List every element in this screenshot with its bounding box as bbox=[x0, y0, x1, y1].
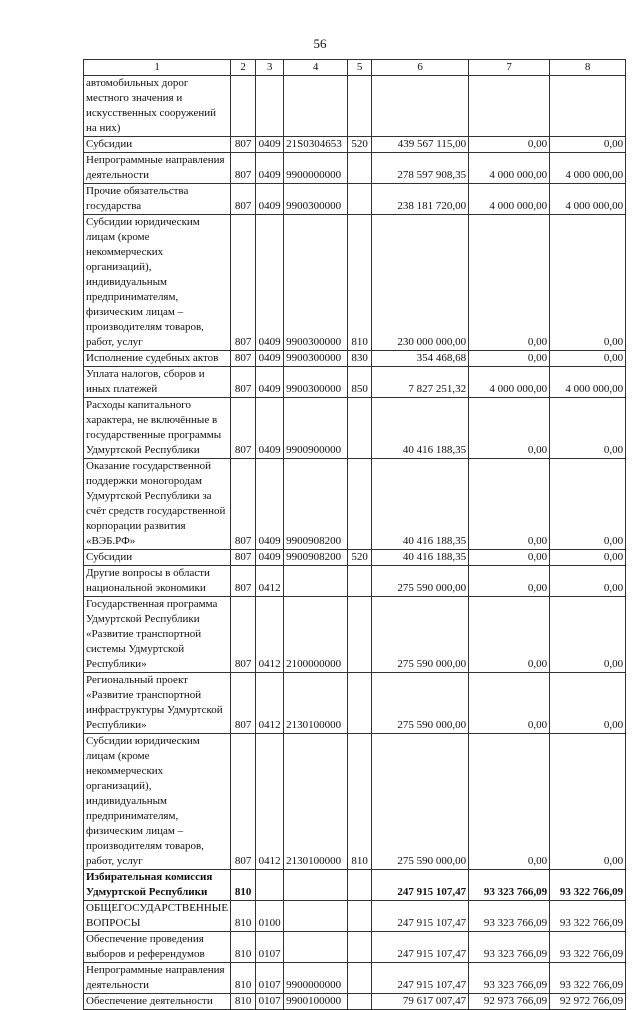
section-code-cell: 0412 bbox=[256, 734, 284, 870]
admin-code-cell: 807 bbox=[231, 351, 256, 367]
amount-col7-cell: 0,00 bbox=[469, 550, 550, 566]
amount-col7-cell: 0,00 bbox=[469, 566, 550, 597]
column-header: 8 bbox=[550, 60, 626, 76]
expense-type-cell bbox=[348, 459, 372, 550]
column-header: 3 bbox=[256, 60, 284, 76]
amount-col8-cell: 0,00 bbox=[550, 597, 626, 673]
amount-col7-cell: 4 000 000,00 bbox=[469, 153, 550, 184]
expense-type-cell bbox=[348, 994, 372, 1010]
table-row bbox=[84, 734, 626, 870]
amount-col8-cell: 0,00 bbox=[550, 459, 626, 550]
amount-col8-cell: 0,00 bbox=[550, 398, 626, 459]
amount-col8-cell: 93 322 766,09 bbox=[550, 932, 626, 963]
amount-col6-cell: 238 181 720,00 bbox=[372, 184, 469, 215]
table-row bbox=[84, 459, 626, 550]
admin-code-cell: 807 bbox=[231, 153, 256, 184]
amount-col8-cell: 0,00 bbox=[550, 734, 626, 870]
expense-type-cell bbox=[348, 566, 372, 597]
target-article-cell: 9900300000 bbox=[284, 184, 348, 215]
admin-code-cell: 810 bbox=[231, 870, 256, 901]
amount-col8-cell: 93 322 766,09 bbox=[550, 870, 626, 901]
amount-col6-cell bbox=[372, 76, 469, 137]
table-row bbox=[84, 215, 626, 351]
table-row bbox=[84, 153, 626, 184]
target-article-cell: 2100000000 bbox=[284, 597, 348, 673]
expense-type-cell bbox=[348, 184, 372, 215]
amount-col8-cell bbox=[550, 76, 626, 137]
expense-type-cell bbox=[348, 932, 372, 963]
section-code-cell: 0409 bbox=[256, 351, 284, 367]
row-name-cell: Субсидии bbox=[84, 550, 231, 566]
section-code-cell: 0409 bbox=[256, 137, 284, 153]
section-code-cell: 0412 bbox=[256, 566, 284, 597]
column-header: 5 bbox=[348, 60, 372, 76]
amount-col6-cell: 247 915 107,47 bbox=[372, 963, 469, 994]
table-row bbox=[84, 137, 626, 153]
amount-col8-cell: 0,00 bbox=[550, 215, 626, 351]
amount-col6-cell: 275 590 000,00 bbox=[372, 566, 469, 597]
column-header: 4 bbox=[284, 60, 348, 76]
budget-table bbox=[83, 59, 626, 1010]
row-name-cell: Избирательная комиссия Удмуртской Республики bbox=[84, 870, 231, 901]
section-code-cell: 0409 bbox=[256, 184, 284, 215]
amount-col8-cell: 0,00 bbox=[550, 566, 626, 597]
target-article-cell bbox=[284, 932, 348, 963]
expense-type-cell bbox=[348, 398, 372, 459]
target-article-cell: 9900908200 bbox=[284, 459, 348, 550]
table-row bbox=[84, 184, 626, 215]
amount-col7-cell: 4 000 000,00 bbox=[469, 367, 550, 398]
amount-col7-cell: 0,00 bbox=[469, 597, 550, 673]
amount-col6-cell: 278 597 908,35 bbox=[372, 153, 469, 184]
section-code-cell bbox=[256, 76, 284, 137]
target-article-cell: 21S0304653 bbox=[284, 137, 348, 153]
amount-col6-cell: 79 617 007,47 bbox=[372, 994, 469, 1010]
table-row bbox=[84, 398, 626, 459]
expense-type-cell: 850 bbox=[348, 367, 372, 398]
expense-type-cell: 830 bbox=[348, 351, 372, 367]
amount-col7-cell: 0,00 bbox=[469, 673, 550, 734]
row-name-cell: Обеспечение проведения выборов и референдумов bbox=[84, 932, 231, 963]
admin-code-cell: 810 bbox=[231, 963, 256, 994]
amount-col7-cell bbox=[469, 76, 550, 137]
target-article-cell: 9900300000 bbox=[284, 351, 348, 367]
section-code-cell: 0409 bbox=[256, 215, 284, 351]
expense-type-cell bbox=[348, 870, 372, 901]
target-article-cell: 2130100000 bbox=[284, 734, 348, 870]
table-row bbox=[84, 673, 626, 734]
expense-type-cell bbox=[348, 963, 372, 994]
amount-col8-cell: 93 322 766,09 bbox=[550, 901, 626, 932]
section-code-cell: 0409 bbox=[256, 459, 284, 550]
section-code-cell: 0100 bbox=[256, 901, 284, 932]
table-row bbox=[84, 932, 626, 963]
target-article-cell: 9900000000 bbox=[284, 153, 348, 184]
target-article-cell: 9900908200 bbox=[284, 550, 348, 566]
admin-code-cell: 807 bbox=[231, 398, 256, 459]
section-code-cell: 0412 bbox=[256, 597, 284, 673]
row-name-cell: Государственная программа Удмуртской Республики «Развитие транспортной системы Удмуртской Республики» bbox=[84, 597, 231, 673]
row-name-cell: Исполнение судебных актов bbox=[84, 351, 231, 367]
admin-code-cell: 807 bbox=[231, 550, 256, 566]
table-row bbox=[84, 550, 626, 566]
expense-type-cell bbox=[348, 76, 372, 137]
row-name-cell: Оказание государственной поддержки моногородам Удмуртской Республики за счёт средств государственной корпорации развития «ВЭБ.РФ» bbox=[84, 459, 231, 550]
amount-col8-cell: 4 000 000,00 bbox=[550, 184, 626, 215]
row-name-cell: Субсидии bbox=[84, 137, 231, 153]
column-header: 2 bbox=[231, 60, 256, 76]
amount-col7-cell: 0,00 bbox=[469, 215, 550, 351]
amount-col8-cell: 0,00 bbox=[550, 673, 626, 734]
amount-col7-cell: 93 323 766,09 bbox=[469, 932, 550, 963]
target-article-cell: 9900000000 bbox=[284, 963, 348, 994]
amount-col6-cell: 354 468,68 bbox=[372, 351, 469, 367]
admin-code-cell: 810 bbox=[231, 932, 256, 963]
amount-col8-cell: 92 972 766,09 bbox=[550, 994, 626, 1010]
amount-col6-cell: 40 416 188,35 bbox=[372, 459, 469, 550]
row-name-cell: Региональный проект «Развитие транспортной инфраструктуры Удмуртской Республики» bbox=[84, 673, 231, 734]
row-name-cell: Субсидии юридическим лицам (кроме некоммерческих организаций), индивидуальным предпринимателям, физическим лицам – производителям товаров, работ, услуг bbox=[84, 215, 231, 351]
amount-col7-cell: 92 973 766,09 bbox=[469, 994, 550, 1010]
admin-code-cell: 807 bbox=[231, 215, 256, 351]
amount-col7-cell: 0,00 bbox=[469, 734, 550, 870]
section-code-cell: 0409 bbox=[256, 550, 284, 566]
section-code-cell: 0107 bbox=[256, 994, 284, 1010]
admin-code-cell: 807 bbox=[231, 137, 256, 153]
target-article-cell bbox=[284, 566, 348, 597]
amount-col6-cell: 247 915 107,47 bbox=[372, 901, 469, 932]
target-article-cell: 2130100000 bbox=[284, 673, 348, 734]
admin-code-cell: 807 bbox=[231, 566, 256, 597]
row-name-cell: Расходы капитального характера, не включённые в государственные программы Удмуртской Республики bbox=[84, 398, 231, 459]
amount-col7-cell: 0,00 bbox=[469, 351, 550, 367]
table-row bbox=[84, 994, 626, 1010]
expense-type-cell: 520 bbox=[348, 137, 372, 153]
amount-col8-cell: 0,00 bbox=[550, 550, 626, 566]
table-row bbox=[84, 963, 626, 994]
row-name-cell: автомобильных дорог местного значения и искусственных сооружений на них) bbox=[84, 76, 231, 137]
row-name-cell: Обеспечение деятельности bbox=[84, 994, 231, 1010]
amount-col8-cell: 0,00 bbox=[550, 137, 626, 153]
expense-type-cell bbox=[348, 901, 372, 932]
table-row bbox=[84, 367, 626, 398]
expense-type-cell: 810 bbox=[348, 215, 372, 351]
page-number: 56 bbox=[313, 36, 327, 51]
table-row bbox=[84, 351, 626, 367]
admin-code-cell: 810 bbox=[231, 994, 256, 1010]
amount-col8-cell: 0,00 bbox=[550, 351, 626, 367]
row-name-cell: ОБЩЕГОСУДАРСТВЕННЫЕ ВОПРОСЫ bbox=[84, 901, 231, 932]
amount-col6-cell: 247 915 107,47 bbox=[372, 932, 469, 963]
amount-col7-cell: 0,00 bbox=[469, 137, 550, 153]
target-article-cell bbox=[284, 870, 348, 901]
amount-col6-cell: 7 827 251,32 bbox=[372, 367, 469, 398]
amount-col7-cell: 93 323 766,09 bbox=[469, 901, 550, 932]
table-row bbox=[84, 566, 626, 597]
amount-col8-cell: 4 000 000,00 bbox=[550, 153, 626, 184]
amount-col7-cell: 0,00 bbox=[469, 398, 550, 459]
row-name-cell: Непрограммные направления деятельности bbox=[84, 963, 231, 994]
admin-code-cell: 807 bbox=[231, 673, 256, 734]
table-body bbox=[84, 76, 626, 1010]
admin-code-cell: 807 bbox=[231, 367, 256, 398]
amount-col6-cell: 439 567 115,00 bbox=[372, 137, 469, 153]
admin-code-cell: 810 bbox=[231, 901, 256, 932]
target-article-cell bbox=[284, 76, 348, 137]
amount-col6-cell: 275 590 000,00 bbox=[372, 734, 469, 870]
section-code-cell: 0412 bbox=[256, 673, 284, 734]
section-code-cell bbox=[256, 870, 284, 901]
expense-type-cell bbox=[348, 153, 372, 184]
amount-col8-cell: 93 322 766,09 bbox=[550, 963, 626, 994]
expense-type-cell bbox=[348, 597, 372, 673]
table-row bbox=[84, 870, 626, 901]
amount-col6-cell: 247 915 107,47 bbox=[372, 870, 469, 901]
table-row bbox=[84, 901, 626, 932]
row-name-cell: Непрограммные направления деятельности bbox=[84, 153, 231, 184]
table-row bbox=[84, 597, 626, 673]
admin-code-cell: 807 bbox=[231, 184, 256, 215]
section-code-cell: 0107 bbox=[256, 963, 284, 994]
row-name-cell: Другие вопросы в области национальной экономики bbox=[84, 566, 231, 597]
section-code-cell: 0409 bbox=[256, 367, 284, 398]
section-code-cell: 0107 bbox=[256, 932, 284, 963]
amount-col7-cell: 0,00 bbox=[469, 459, 550, 550]
target-article-cell bbox=[284, 901, 348, 932]
amount-col6-cell: 275 590 000,00 bbox=[372, 597, 469, 673]
target-article-cell: 9900300000 bbox=[284, 215, 348, 351]
column-header: 6 bbox=[372, 60, 469, 76]
admin-code-cell: 807 bbox=[231, 734, 256, 870]
admin-code-cell: 807 bbox=[231, 597, 256, 673]
column-header: 7 bbox=[469, 60, 550, 76]
amount-col7-cell: 4 000 000,00 bbox=[469, 184, 550, 215]
table-row bbox=[84, 76, 626, 137]
admin-code-cell: 807 bbox=[231, 459, 256, 550]
row-name-cell: Прочие обязательства государства bbox=[84, 184, 231, 215]
column-header: 1 bbox=[84, 60, 231, 76]
amount-col6-cell: 230 000 000,00 bbox=[372, 215, 469, 351]
target-article-cell: 9900100000 bbox=[284, 994, 348, 1010]
section-code-cell: 0409 bbox=[256, 398, 284, 459]
target-article-cell: 9900900000 bbox=[284, 398, 348, 459]
amount-col7-cell: 93 323 766,09 bbox=[469, 870, 550, 901]
target-article-cell: 9900300000 bbox=[284, 367, 348, 398]
section-code-cell: 0409 bbox=[256, 153, 284, 184]
row-name-cell: Субсидии юридическим лицам (кроме некоммерческих организаций), индивидуальным предпринимателям, физическим лицам – производителям товаров, работ, услуг bbox=[84, 734, 231, 870]
table-header-row bbox=[84, 60, 626, 76]
expense-type-cell bbox=[348, 673, 372, 734]
amount-col6-cell: 40 416 188,35 bbox=[372, 398, 469, 459]
expense-type-cell: 520 bbox=[348, 550, 372, 566]
amount-col6-cell: 275 590 000,00 bbox=[372, 673, 469, 734]
amount-col7-cell: 93 323 766,09 bbox=[469, 963, 550, 994]
amount-col6-cell: 40 416 188,35 bbox=[372, 550, 469, 566]
row-name-cell: Уплата налогов, сборов и иных платежей bbox=[84, 367, 231, 398]
expense-type-cell: 810 bbox=[348, 734, 372, 870]
amount-col8-cell: 4 000 000,00 bbox=[550, 367, 626, 398]
admin-code-cell bbox=[231, 76, 256, 137]
